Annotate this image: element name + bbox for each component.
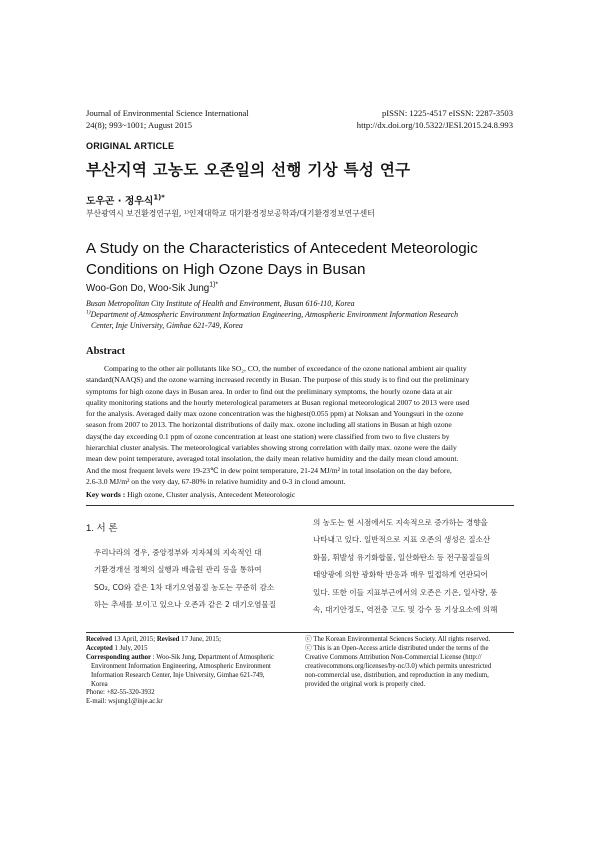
issn: pISSN: 1225-4517 eISSN: 2287-3503 bbox=[381, 108, 513, 118]
section1-right-column bbox=[313, 514, 516, 618]
keywords bbox=[86, 490, 295, 499]
section1-left-line: 기환경개선 정책의 실행과 배출원 관리 등을 통하여 bbox=[94, 565, 262, 575]
corr-line-0: : Woo-Sik Jung, Department of Atmospheric bbox=[152, 653, 275, 661]
abstract-line: Comparing to the other air pollutants like SO₂, CO, the number of exceedance of the ozone national ambient air quality bbox=[104, 364, 467, 373]
footer-divider bbox=[86, 632, 514, 633]
english-title bbox=[86, 238, 478, 280]
abstract-line: season from 2007 to 2013. The horizontal distributions of daily max. ozone including all stations in Busan at high ozone bbox=[86, 420, 452, 430]
section1-right-line: 나타내고 있다. 일반적으로 지표 오존의 생성은 질소산 bbox=[313, 535, 491, 545]
accepted-line bbox=[86, 645, 300, 654]
section1-heading: 1. 서 론 bbox=[86, 523, 118, 534]
english-author-names: Woo-Gon Do, Woo-Sik Jung bbox=[86, 283, 210, 294]
korean-author-sup: 1)* bbox=[153, 193, 165, 202]
english-affiliations bbox=[86, 298, 526, 332]
journal-name: Journal of Environmental Science International bbox=[86, 108, 249, 118]
journal-header bbox=[86, 108, 249, 131]
abstract-line: for the analysis. Averaged daily max ozone concentration was the highest(0.055 ppm) at Noksan and Youngsuri in the ozone bbox=[86, 409, 464, 419]
korean-affiliation: 부산광역시 보건환경연구원, ¹⁾인제대학교 대기환경정보공학과/대기환경정보연구센터 bbox=[86, 209, 375, 218]
keywords-text: High ozone, Cluster analysis, Antecedent Meteorologic bbox=[127, 490, 296, 499]
abstract-line: And the most frequent levels were 19-23℃ in dew point temperature, 21-24 MJ/m² in total insolation on the day before, bbox=[86, 465, 452, 475]
email[interactable]: E-mail: wsjung1@inje.ac.kr bbox=[86, 698, 163, 706]
section1-left-column bbox=[86, 544, 299, 614]
english-author-sup: 1)* bbox=[209, 281, 219, 289]
english-aff2-line2: Center, Inje University, Gimhae 621-749, Korea bbox=[91, 321, 243, 331]
english-title-line1: A Study on the Characteristics of Antecedent Meteorologic bbox=[86, 240, 478, 257]
keywords-label: Key words : bbox=[86, 490, 126, 499]
abstract-line: days(the day exceeding 0.1 ppm of ozone concentration at least one station) were classified from two to five clusters by bbox=[86, 431, 450, 441]
license-line-4: provided the original work is properly cited. bbox=[305, 680, 426, 688]
accepted-label: Accepted bbox=[86, 644, 113, 652]
abstract-line: 2.6-3.0 MJ/m² on the very day, 67-80% in relative humidity and 0-3 in cloud amount. bbox=[86, 476, 346, 486]
korean-title: 부산지역 고농도 오존일의 선행 기상 특성 연구 bbox=[86, 161, 411, 179]
english-aff2 bbox=[86, 309, 526, 320]
abstract-line: hierarchial cluster analysis. The meteorological variables showing strong correlation with daily max. ozone were the daily bbox=[86, 443, 457, 453]
section1-right-line: 태양광에 의한 광화학 반응과 매우 밀접하게 연관되어 bbox=[313, 570, 488, 580]
corr-line-1: Environment Information Engineering, Atmospheric Environment bbox=[91, 662, 271, 670]
license-line-0: ⓒ This is an Open-Access article distributed under the terms of the bbox=[305, 644, 489, 652]
korean-authors bbox=[86, 193, 165, 207]
corr-line-3: Korea bbox=[91, 680, 108, 688]
section1-left-line: 우리나라의 경우, 중앙정부와 지자체의 지속적인 대 bbox=[94, 548, 262, 557]
corr-label: Corresponding author bbox=[86, 653, 152, 661]
english-aff1: Busan Metropolitan City Institute of Health and Environment, Busan 616-110, Korea bbox=[86, 299, 355, 308]
corr-line-2: Information Research Center, Inje University, Gimhae 621-749, bbox=[91, 671, 265, 679]
section-divider bbox=[86, 505, 514, 506]
revised-label: Revised bbox=[156, 636, 180, 643]
accepted-date: 1 July, 2015 bbox=[114, 644, 148, 652]
section1-left-line: SO₂, CO와 같은 1차 대기오염물질 농도는 꾸준히 감소 bbox=[94, 582, 275, 592]
abstract-line: standard(NAAQS) and the ozone warning increased recently in Busan. The purpose of this study is to find out the preliminary bbox=[86, 375, 470, 385]
english-aff2-sup: 1) bbox=[86, 309, 91, 316]
section1-left-line: 하는 추세를 보이고 있으나 오존과 같은 2 대기오염물질 bbox=[94, 600, 276, 610]
section1-right-line: 있다. 또한 이들 지표부근에서의 오존은 기온, 일사량, 풍 bbox=[313, 587, 498, 597]
abstract-line: quality monitoring stations and the hourly meterological parameters at Busan regional meteorological 2007 to 2013 were used bbox=[86, 397, 470, 407]
section1-right-line: 속, 대기안정도, 역전층 고도 및 강수 등 기상요소에 의해 bbox=[313, 605, 498, 615]
phone: Phone: +82-55-320-3932 bbox=[86, 689, 155, 697]
corresponding-author bbox=[86, 654, 300, 663]
license-line-1: Creative Commons Attribution Non-Commercial License (http:// bbox=[305, 653, 482, 661]
footer-left bbox=[86, 636, 300, 707]
abstract-heading: Abstract bbox=[86, 346, 126, 357]
section1-right-line: 의 농도는 현 시점에서도 지속적으로 증가하는 경향을 bbox=[313, 518, 488, 527]
journal-volume: 24(8); 993~1001; August 2015 bbox=[86, 119, 193, 130]
license-line-2: creativecommons.org/licenses/by-nc/3.0) which permits unrestricted bbox=[305, 662, 492, 670]
article-type: ORIGINAL ARTICLE bbox=[86, 141, 175, 151]
received-line bbox=[86, 636, 300, 645]
issn-doi-block bbox=[357, 108, 513, 131]
revised-date: 17 June, 2015; bbox=[181, 636, 222, 643]
english-aff2-line1: Department of Atmospheric Environment Information Engineering, Atmospheric Environment Information Research bbox=[90, 310, 459, 320]
footer-right bbox=[305, 636, 517, 689]
received-date: 13 April, 2015; bbox=[113, 636, 156, 643]
abstract-line: symptoms for high ozone days in Busan area. In order to find out the preliminary symptoms, the hourly ozone data at air bbox=[86, 386, 453, 396]
doi-link[interactable]: http://dx.doi.org/10.5322/JESI.2015.24.8.993 bbox=[356, 119, 513, 130]
section1-right-line: 화물, 휘발성 유기화합물, 일산화탄소 등 전구물질들의 bbox=[313, 552, 491, 562]
abstract-line: mean dew point temperature, averaged total insolation, the daily mean relative humidity and the daily mean cloud amount. bbox=[86, 454, 459, 464]
korean-author-names: 도우곤 · 정우식 bbox=[86, 196, 154, 207]
license-line-3: non-commercial use, distribution, and reproduction in any medium, bbox=[305, 671, 489, 679]
received-label: Received bbox=[86, 636, 113, 643]
abstract-body bbox=[86, 363, 514, 487]
english-authors bbox=[86, 283, 218, 294]
copyright: ⓒ The Korean Environmental Sciences Society. All rights reserved. bbox=[305, 636, 491, 643]
english-title-line2: Conditions on High Ozone Days in Busan bbox=[86, 261, 366, 278]
